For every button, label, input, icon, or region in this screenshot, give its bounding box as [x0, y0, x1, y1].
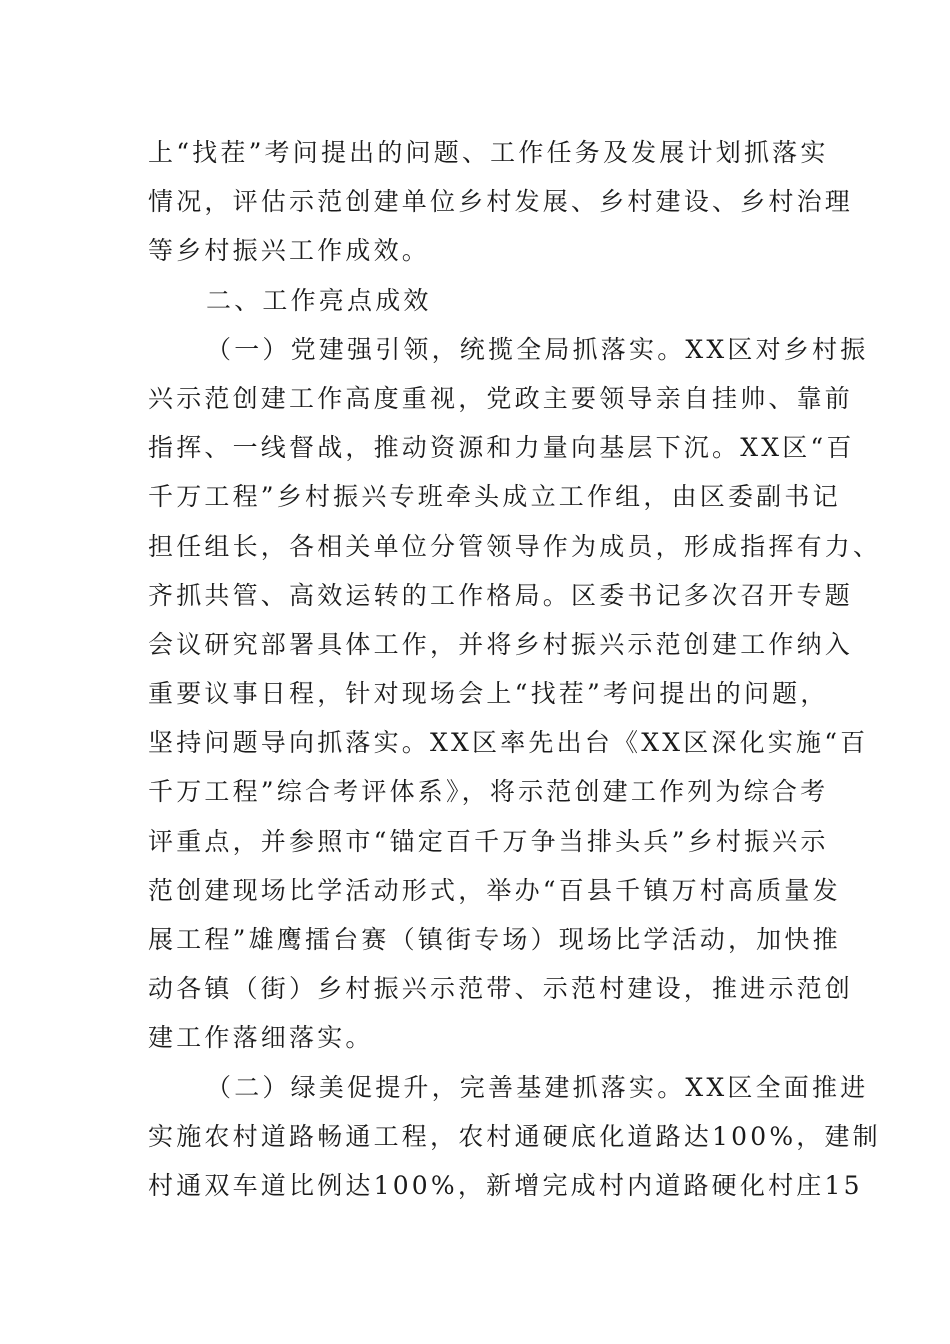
body-text — [148, 128, 882, 1210]
section-heading: 二、工作亮点成效 — [206, 285, 432, 315]
text-line-12: 重要议事日程，针对现场会上“找茬”考问提出的问题， — [148, 679, 829, 709]
text-line-2: 情况，评估示范创建单位乡村发展、乡村建设、乡村治理 — [148, 187, 854, 217]
text-line-3: 等乡村振兴工作成效。 — [148, 236, 431, 266]
text-line-15: 评重点，并参照市“锚定百千万争当排头兵”乡村振兴示 — [148, 826, 829, 856]
text-line-9: 担任组长，各相关单位分管领导作为成员，形成指挥有力、 — [148, 531, 882, 561]
text-line-16: 范创建现场比学活动形式，举办“百县千镇万村高质量发 — [148, 875, 841, 905]
text-line-1: 上“找茬”考问提出的问题、工作任务及发展计划抓落实 — [148, 138, 829, 167]
text-line-10: 齐抓共管、高效运转的工作格局。区委书记多次召开专题 — [148, 580, 854, 610]
text-line-8: 千万工程”乡村振兴专班牵头成立工作组，由区委副书记 — [148, 482, 841, 512]
text-line-17: 展工程”雄鹰擂台赛（镇街专场）现场比学活动，加快推 — [148, 925, 841, 954]
text-line-13: 坚持问题导向抓落实。XX区率先出台《XX区深化实施“百 — [148, 728, 869, 758]
subsection-heading-2: （二）绿美促提升，完善基建抓落实。XX区全面推进 — [206, 1072, 869, 1102]
subsection-heading-1: （一）党建强引领，统揽全局抓落实。XX区对乡村振 — [206, 334, 869, 364]
text-line-19: 建工作落细落实。 — [148, 1023, 374, 1053]
text-line-11: 会议研究部署具体工作，并将乡村振兴示范创建工作纳入 — [148, 629, 854, 659]
text-line-21: 实施农村道路畅通工程，农村通硬底化道路达100%，建制 — [148, 1121, 881, 1151]
text-line-14: 千万工程”综合考评体系》，将示范创建工作列为综合考 — [148, 777, 829, 807]
text-line-6: 兴示范创建工作高度重视，党政主要领导亲自挂帅、靠前 — [148, 383, 854, 413]
text-line-7: 指挥、一线督战，推动资源和力量向基层下沉。XX区“百 — [148, 433, 855, 463]
text-line-22: 村通双车道比例达100%，新增完成村内道路硬化村庄15 — [148, 1170, 863, 1200]
text-line-18: 动各镇（街）乡村振兴示范带、示范村建设，推进示范创 — [148, 974, 854, 1004]
